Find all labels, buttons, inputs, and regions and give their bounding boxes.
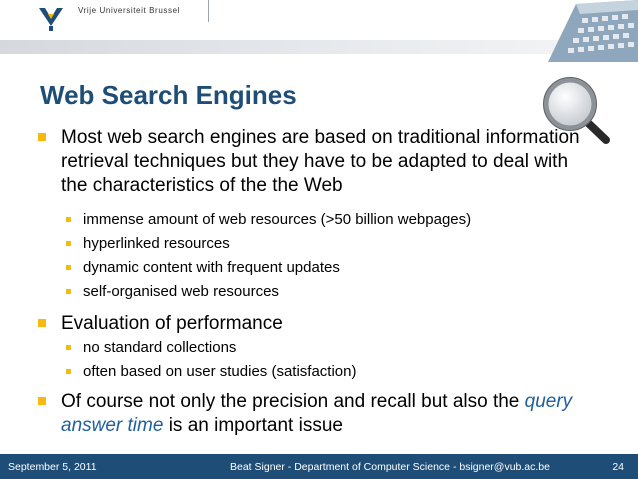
sub-bullet-item	[66, 282, 279, 302]
sub-bullet-square-icon	[66, 345, 71, 350]
bullet-item	[38, 312, 598, 336]
building-icon	[538, 0, 638, 62]
sub-bullet-item	[66, 258, 340, 278]
sub-bullet-text: self-organised web resources	[83, 283, 279, 300]
sub-bullet-text: hyperlinked resources	[83, 235, 230, 252]
header-divider	[208, 0, 209, 22]
bullet-square-icon	[38, 397, 46, 405]
bullet-square-icon	[38, 133, 46, 141]
bullet-item	[38, 126, 598, 198]
sub-bullet-item	[66, 362, 357, 382]
sub-bullet-text: often based on user studies (satisfaction)	[83, 363, 357, 380]
bullet-square-icon	[38, 319, 46, 327]
sub-bullet-text: immense amount of web resources (>50 billion webpages)	[83, 211, 472, 228]
sub-bullet-text: dynamic content with frequent updates	[83, 259, 340, 276]
slide-footer	[0, 454, 638, 479]
sub-bullet-text: no standard collections	[83, 339, 237, 356]
footer-author: Beat Signer - Department of Computer Science - bsigner@vub.ac.be	[230, 461, 550, 473]
page-number: 24	[612, 461, 624, 473]
bullet-text: Most web search engines are based on traditional information retrieval techniques but they have to be adapted to deal with the characteristics of the the Web	[61, 127, 580, 196]
footer-date: September 5, 2011	[8, 461, 97, 473]
emphasized-term: query answer time	[61, 391, 573, 436]
sub-bullet-square-icon	[66, 369, 71, 374]
bullet-text-start: Of course not only the precision and recall but also the	[61, 391, 520, 412]
slide-title: Web Search Engines	[40, 80, 297, 110]
sub-bullet-square-icon	[66, 241, 71, 246]
bullet-text-end: is an important issue	[168, 415, 343, 436]
bullet-text: Evaluation of performance	[61, 313, 283, 334]
sub-bullet-square-icon	[66, 265, 71, 270]
university-name: Vrije Universiteit Brussel	[78, 6, 180, 15]
slide-header	[0, 0, 638, 62]
sub-bullet-item	[66, 338, 236, 358]
bullet-item	[38, 390, 598, 438]
vub-logo-icon	[36, 4, 66, 34]
sub-bullet-item	[66, 210, 471, 230]
sub-bullet-square-icon	[66, 217, 71, 222]
sub-bullet-square-icon	[66, 289, 71, 294]
sub-bullet-item	[66, 234, 230, 254]
bullet-text	[38, 390, 598, 438]
